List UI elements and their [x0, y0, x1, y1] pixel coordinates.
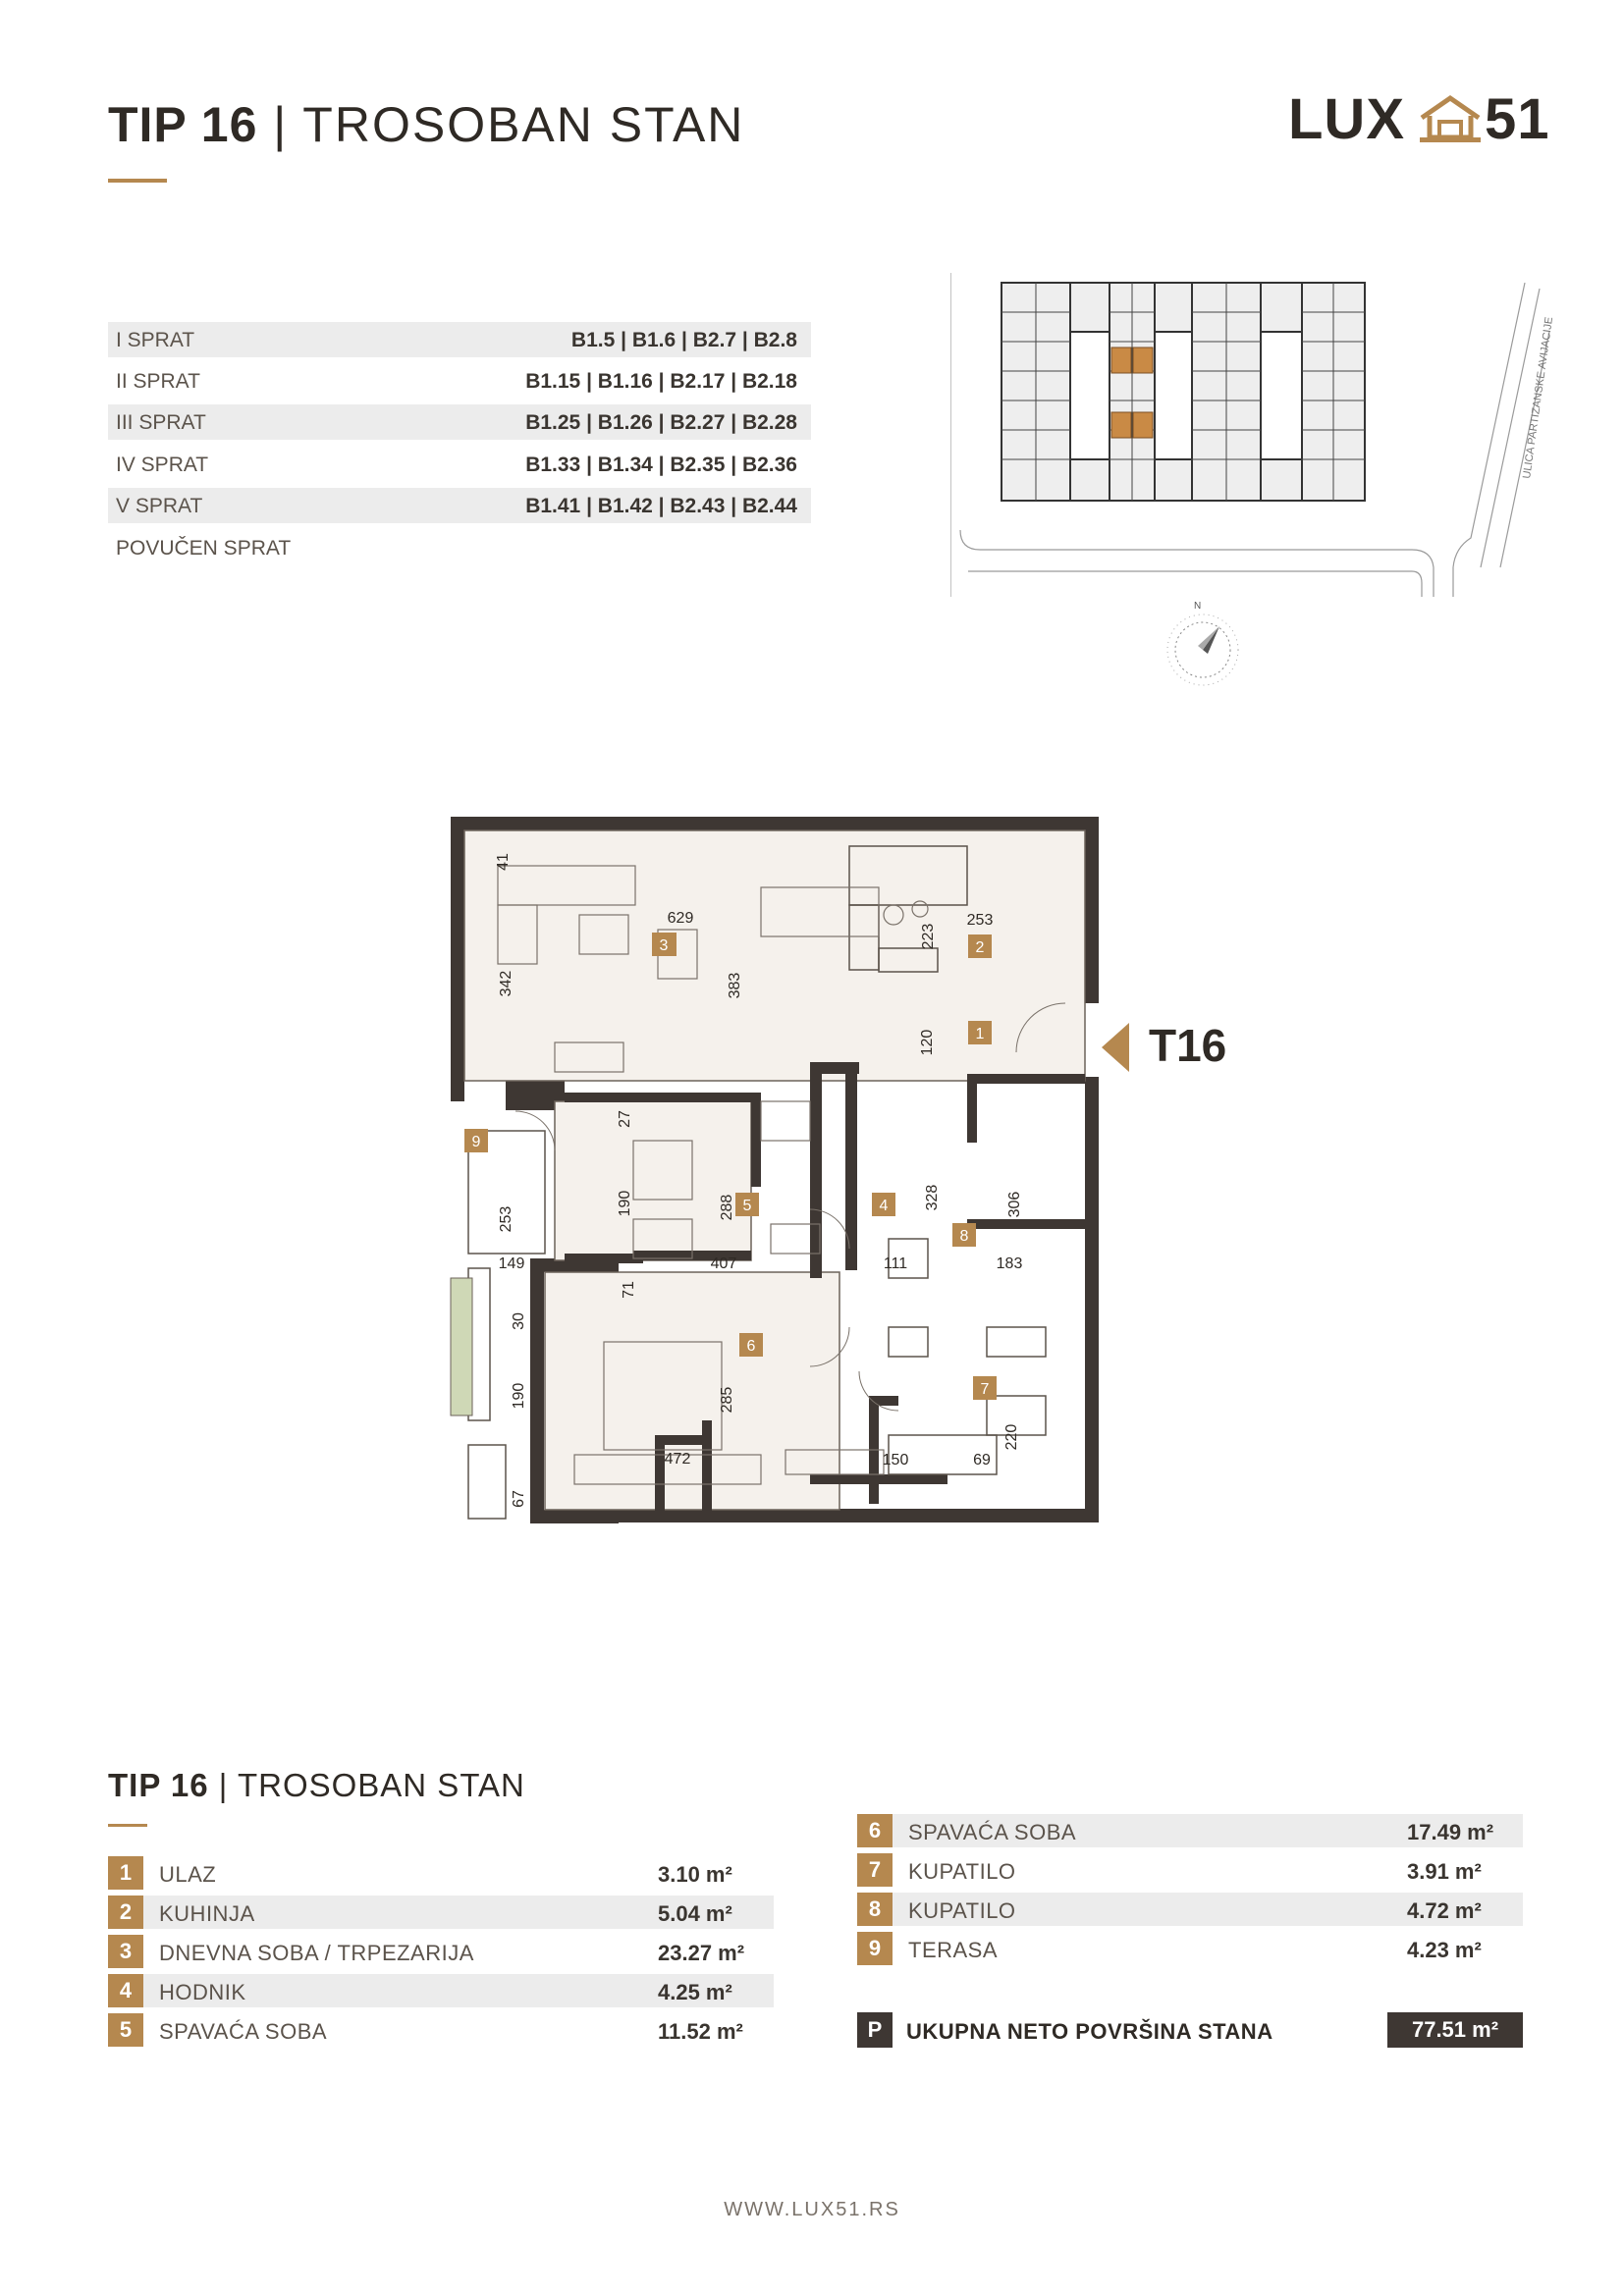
room-number-label: 3	[659, 937, 669, 954]
room-number: 8	[857, 1893, 893, 1926]
dimension-label: 69	[973, 1452, 991, 1468]
room-row	[108, 1974, 774, 2007]
room-area: 23.27 m²	[658, 1941, 745, 1965]
room-name: HODNIK	[159, 1980, 246, 2004]
dimension-label: 41	[495, 853, 512, 871]
room-name: TERASA	[908, 1938, 999, 1962]
room-name: SPAVAĆA SOBA	[159, 2019, 328, 2044]
room-row	[857, 1814, 1523, 1847]
total-area: 77.51 m²	[1387, 2012, 1523, 2048]
dimension-label: 407	[710, 1255, 737, 1272]
room-number: 2	[108, 1896, 143, 1929]
room-area: 3.10 m²	[658, 1862, 732, 1887]
room-number-label: 4	[879, 1198, 889, 1214]
room-number-label: 1	[975, 1026, 985, 1042]
dimension-label: 288	[719, 1194, 735, 1221]
floor-label: I SPRAT	[116, 329, 195, 351]
house-icon	[1418, 94, 1483, 143]
entrance-arrow-icon	[1102, 1023, 1129, 1072]
room-number: 7	[857, 1853, 893, 1887]
website-link[interactable]: WWW.LUX51.RS	[724, 2199, 900, 2220]
total-label: UKUPNA NETO POVRŠINA STANA	[906, 2019, 1273, 2044]
floor-label: II SPRAT	[116, 370, 200, 393]
title-type: TIP 16	[108, 97, 258, 152]
dimension-label: 223	[920, 923, 937, 950]
dimension-label: 190	[511, 1382, 527, 1410]
floor-units: B1.41 | B1.42 | B2.43 | B2.44	[525, 495, 797, 517]
dimension-label: 71	[621, 1281, 637, 1299]
floor-label: POVUČEN SPRAT	[116, 537, 292, 560]
summary-title-apartment: TROSOBAN STAN	[237, 1767, 525, 1803]
room-area: 4.23 m²	[1407, 1938, 1482, 1962]
compass-north-label: N	[1194, 601, 1202, 612]
room-number-label: 9	[471, 1134, 481, 1150]
dimension-label: 30	[511, 1312, 527, 1330]
room-number-label: 6	[746, 1338, 756, 1355]
floor-units: B1.25 | B1.26 | B2.27 | B2.28	[525, 411, 797, 434]
room-number: 5	[108, 2013, 143, 2047]
dimension-label: 220	[1003, 1423, 1020, 1451]
unit-label: T16	[1149, 1020, 1227, 1071]
floor-units: B1.33 | B1.34 | B2.35 | B2.36	[525, 454, 797, 476]
room-area: 11.52 m²	[658, 2019, 743, 2044]
compass-icon	[1159, 599, 1247, 693]
summary-title-separator: |	[218, 1767, 229, 1803]
floor-label: V SPRAT	[116, 495, 203, 517]
dimension-label: 253	[966, 912, 994, 929]
summary-title-type: TIP 16	[108, 1767, 209, 1803]
room-number-label: 8	[959, 1228, 969, 1245]
room-name: SPAVAĆA SOBA	[908, 1820, 1077, 1844]
dimension-label: 328	[924, 1184, 941, 1211]
room-area: 4.72 m²	[1407, 1898, 1482, 1923]
dimension-label: 629	[667, 910, 694, 927]
room-number-label: 7	[980, 1381, 990, 1398]
summary-underline	[108, 1824, 147, 1827]
room-name: KUPATILO	[908, 1898, 1016, 1923]
floor-row	[108, 488, 811, 523]
room-area: 3.91 m²	[1407, 1859, 1482, 1884]
room-number: 4	[108, 1974, 143, 2007]
floor-row	[108, 322, 811, 357]
dimension-label: 472	[664, 1451, 691, 1468]
room-row	[857, 1932, 1523, 1965]
total-letter: P	[857, 2012, 893, 2048]
logo-text-51: 51	[1485, 87, 1550, 151]
room-name: KUHINJA	[159, 1901, 255, 1926]
logo-text-lux: LUX	[1288, 87, 1405, 151]
floor-row	[108, 404, 811, 440]
dimension-label: 342	[498, 970, 514, 997]
room-row	[108, 1856, 774, 1890]
page-title	[108, 96, 744, 153]
room-row	[108, 1896, 774, 1929]
dimension-label: 150	[882, 1452, 909, 1468]
dimension-label: 111	[883, 1255, 908, 1272]
room-area: 4.25 m²	[658, 1980, 732, 2004]
room-name: KUPATILO	[908, 1859, 1016, 1884]
dimension-label: 120	[919, 1029, 936, 1056]
site-plan	[950, 273, 1559, 603]
dimension-label: 190	[617, 1190, 633, 1217]
room-area: 5.04 m²	[658, 1901, 732, 1926]
room-number: 9	[857, 1932, 893, 1965]
dimension-label: 27	[617, 1110, 633, 1128]
floor-row	[108, 530, 811, 565]
room-row	[108, 1935, 774, 1968]
total-area-row	[857, 2012, 1523, 2048]
dimension-label: 183	[996, 1255, 1023, 1272]
street-label: ULICA PARTIZANSKE AVIJACIJE	[1521, 316, 1556, 480]
title-separator: |	[273, 97, 289, 152]
dimension-label: 253	[498, 1205, 514, 1233]
room-number: 3	[108, 1935, 143, 1968]
dimension-label: 285	[719, 1386, 735, 1414]
title-underline	[108, 179, 167, 183]
floor-row	[108, 447, 811, 482]
room-number-label: 5	[742, 1198, 752, 1214]
room-name: ULAZ	[159, 1862, 217, 1887]
room-name: DNEVNA SOBA / TRPEZARIJA	[159, 1941, 474, 1965]
room-row	[857, 1853, 1523, 1887]
dimension-label: 149	[498, 1255, 525, 1272]
floor-label: III SPRAT	[116, 411, 206, 434]
summary-title	[108, 1767, 525, 1804]
room-number: 6	[857, 1814, 893, 1847]
title-apartment: TROSOBAN STAN	[302, 97, 745, 152]
floor-label: IV SPRAT	[116, 454, 209, 476]
floor-units: B1.15 | B1.16 | B2.17 | B2.18	[525, 370, 797, 393]
floor-row	[108, 363, 811, 399]
room-row	[108, 2013, 774, 2047]
room-row	[857, 1893, 1523, 1926]
floor-plan	[437, 807, 1124, 1553]
floor-units: B1.5 | B1.6 | B2.7 | B2.8	[570, 329, 797, 351]
room-area: 17.49 m²	[1407, 1820, 1494, 1844]
dimension-label: 306	[1006, 1191, 1023, 1218]
lux51-logo	[1288, 86, 1550, 155]
room-number-label: 2	[975, 939, 985, 956]
dimension-label: 383	[727, 972, 743, 999]
dimension-label: 67	[511, 1490, 527, 1508]
room-number: 1	[108, 1856, 143, 1890]
